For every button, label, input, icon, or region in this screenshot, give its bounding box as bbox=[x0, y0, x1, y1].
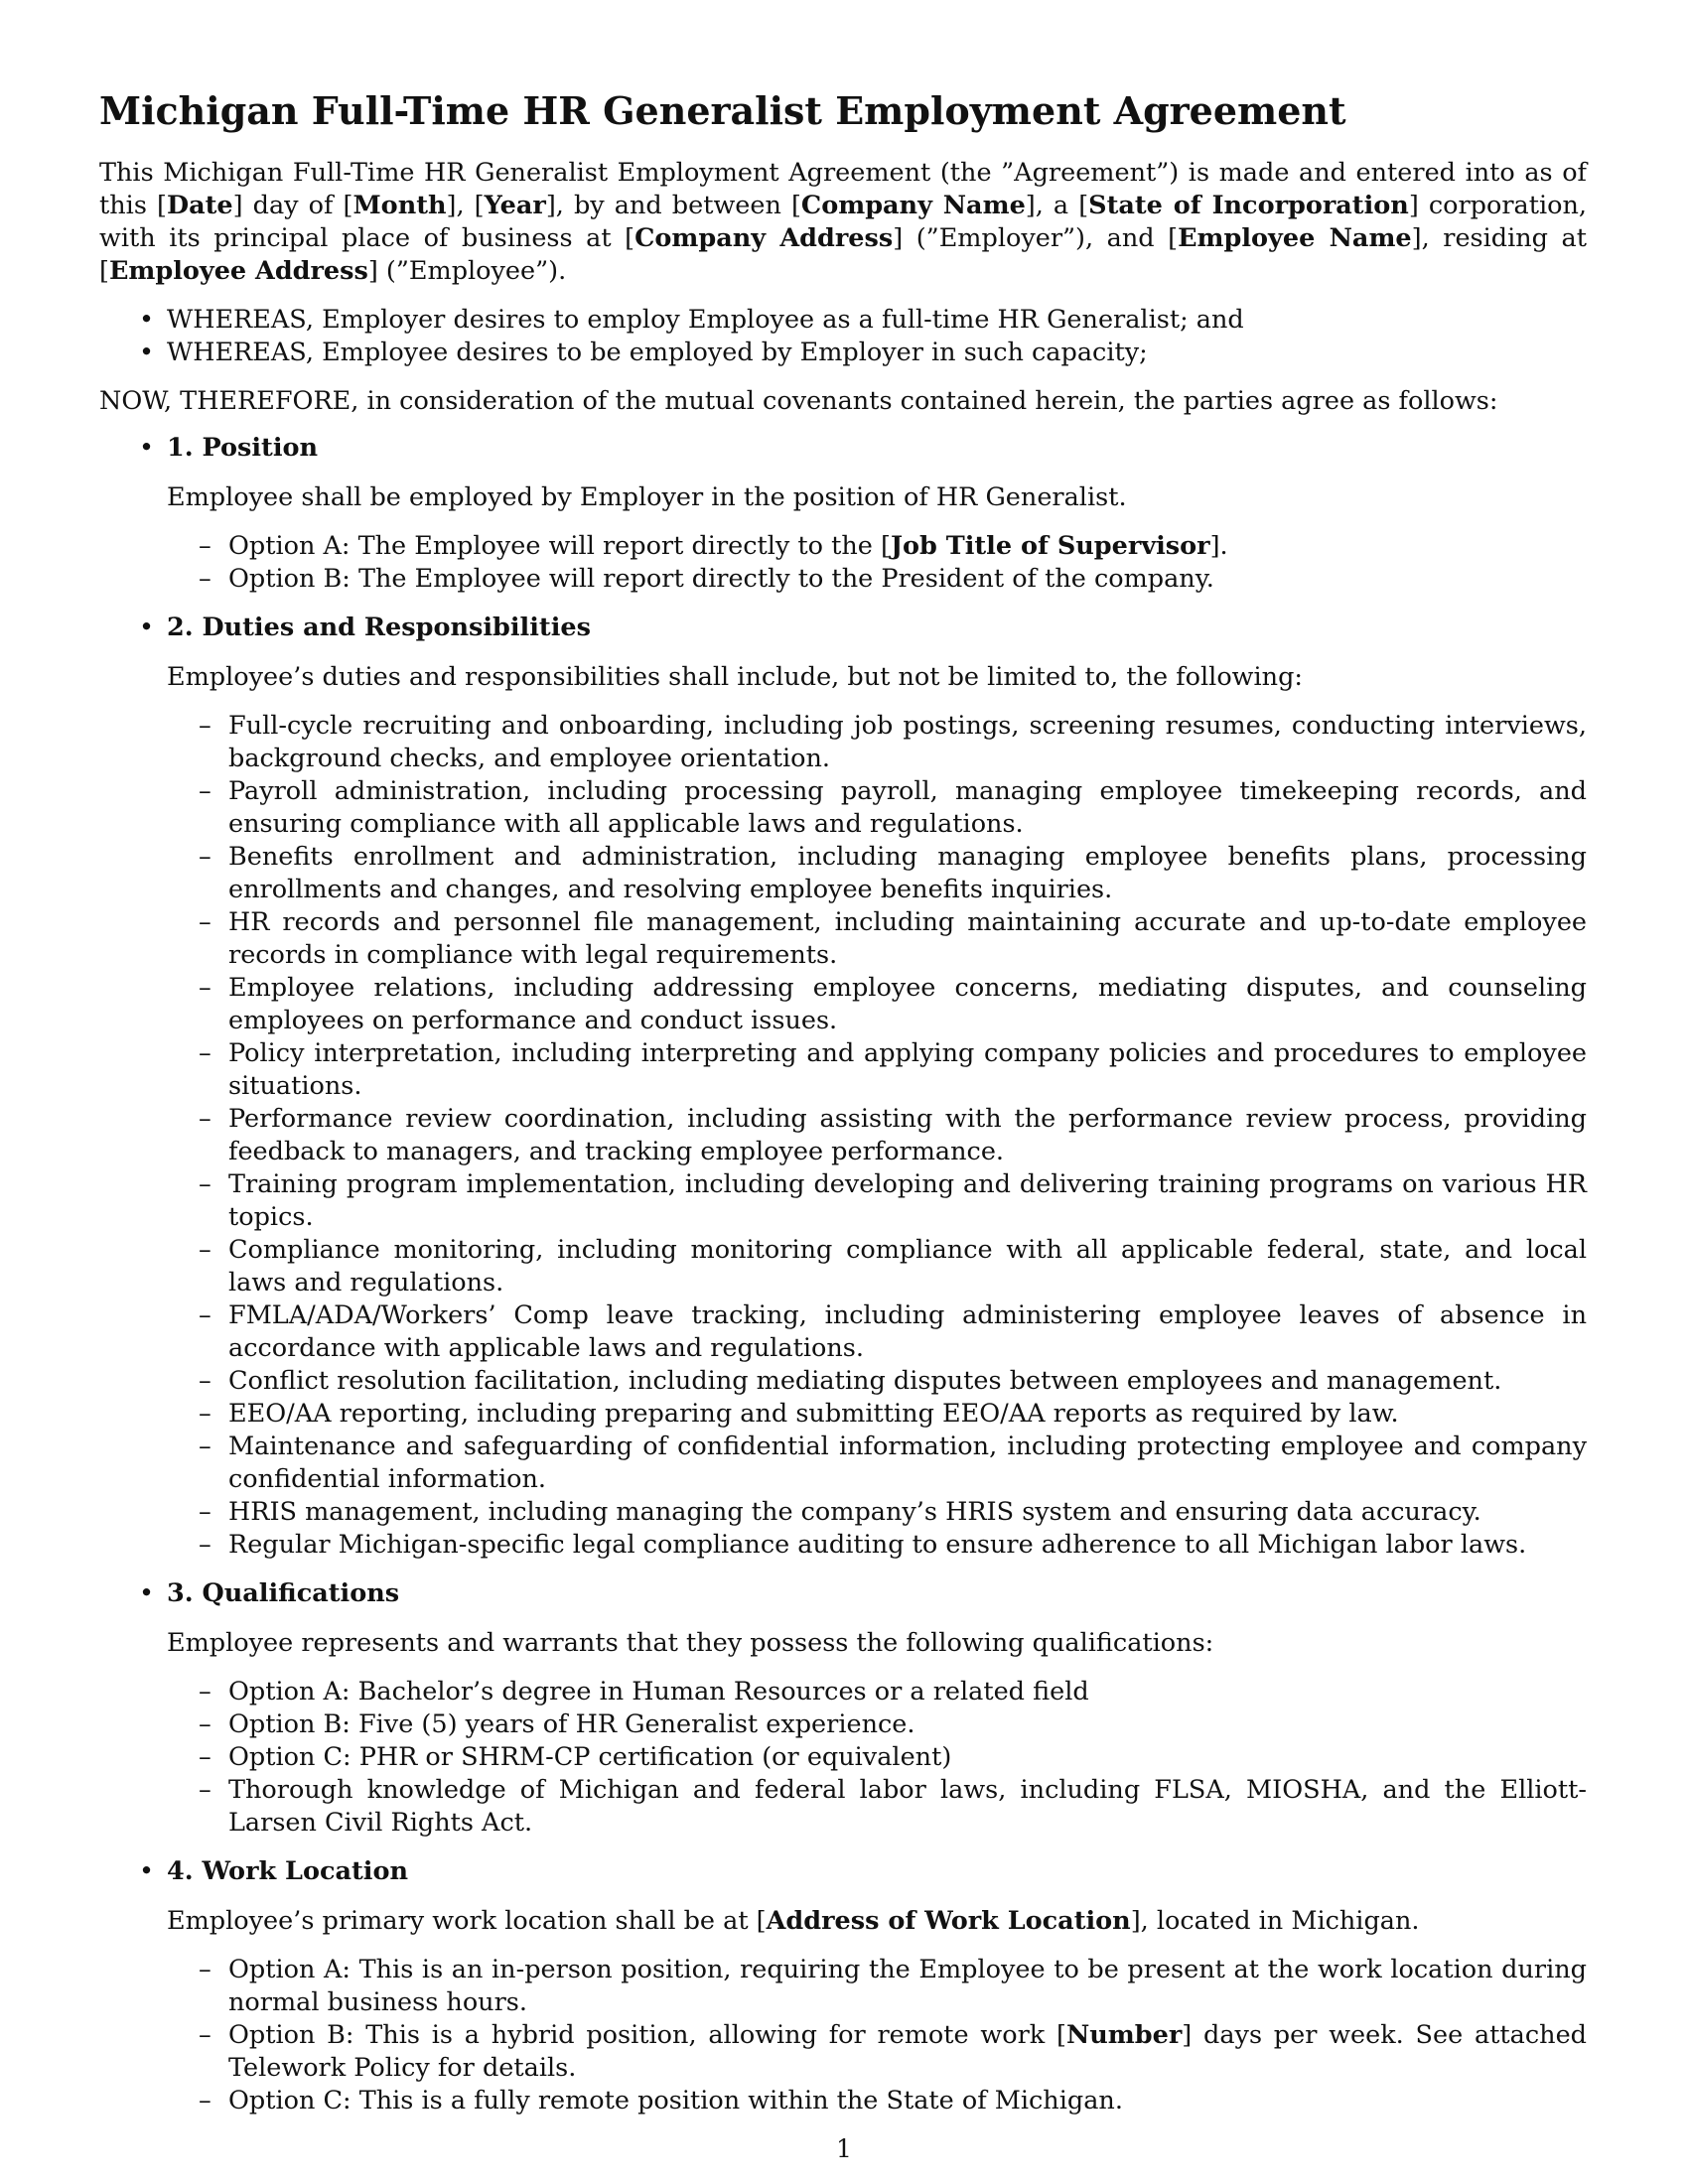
dash-icon: – bbox=[199, 1366, 211, 1396]
list-item: – Performance review coordination, including assisting with the performance review process, providing feedback to managers, and tracking employee performance. bbox=[199, 1104, 1587, 1166]
dash-icon: – bbox=[199, 1677, 211, 1706]
intro-text: ], [ bbox=[446, 191, 485, 220]
placeholder-month: Month bbox=[352, 191, 447, 220]
list-item: – Option C: PHR or SHRM-CP certification (or equivalent) bbox=[199, 1742, 952, 1772]
list-item: – FMLA/ADA/Workers’ Comp leave tracking, including administering employee leaves of absence in accordance with applicable laws and regulations. bbox=[199, 1300, 1587, 1363]
list-item: – Maintenance and safeguarding of confidential information, including protecting employee and company confidential information. bbox=[199, 1432, 1587, 1494]
intro-text: ] day of [ bbox=[232, 191, 353, 220]
dash-icon: – bbox=[199, 2086, 211, 2116]
whereas-item: • WHEREAS, Employer desires to employ Employee as a full-time HR Generalist; and bbox=[99, 304, 1587, 337]
placeholder-date: Date bbox=[166, 191, 233, 220]
list-item: – Full-cycle recruiting and onboarding, including job postings, screening resumes, conducting interviews, background checks, and employee orientation. bbox=[199, 711, 1587, 773]
list-item: – Employee relations, including addressing employee concerns, mediating disputes, and counseling employees on performance and conduct issues. bbox=[199, 973, 1587, 1035]
placeholder-company-name: Company Name bbox=[800, 191, 1026, 220]
dash-icon: – bbox=[199, 1038, 211, 1068]
list-item: – HR records and personnel file management, including maintaining accurate and up-to-date employee records in compliance with legal requirements. bbox=[199, 907, 1587, 970]
section-qualifications bbox=[99, 1577, 1587, 1840]
list-item: – Policy interpretation, including interpreting and applying company policies and procedures to employee situations. bbox=[199, 1038, 1587, 1101]
intro-text: ], by and between [ bbox=[545, 191, 801, 220]
intro-text: ] (”Employee”). bbox=[367, 256, 567, 286]
intro-text: ], residing at [ bbox=[99, 223, 1587, 286]
section-heading: 3. Qualifications bbox=[167, 1578, 400, 1608]
option-list bbox=[167, 1954, 1587, 2117]
dash-icon: – bbox=[199, 1432, 211, 1461]
list-item: – Thorough knowledge of Michigan and federal labor laws, including FLSA, MIOSHA, and the Elliott-Larsen Civil Rights Act. bbox=[199, 1775, 1587, 1838]
section-body: Employee’s duties and responsibilities shall include, but not be limited to, the following: bbox=[167, 662, 1303, 692]
page-number: 1 bbox=[836, 2134, 852, 2163]
dash-icon: – bbox=[199, 1742, 211, 1772]
list-item: – Compliance monitoring, including monitoring compliance with all applicable federal, state, and local laws and regulations. bbox=[199, 1235, 1587, 1297]
section-position bbox=[99, 432, 1587, 596]
list-item: – Option B: This is a hybrid position, allowing for remote work [Number] days per week. See attached Telework Policy for details. bbox=[199, 2020, 1587, 2083]
dash-icon: – bbox=[199, 711, 211, 741]
now-therefore-paragraph: NOW, THEREFORE, in consideration of the mutual covenants contained herein, the parties agree as follows: bbox=[99, 386, 1498, 416]
bullet-icon: • bbox=[139, 1578, 155, 1608]
dash-icon: – bbox=[199, 1300, 211, 1330]
bullet-icon: • bbox=[139, 613, 155, 642]
dash-icon: – bbox=[199, 564, 211, 594]
list-item: – Option B: Five (5) years of HR Generalist experience. bbox=[199, 1709, 915, 1739]
list-item: – Option A: The Employee will report directly to the [Job Title of Supervisor]. bbox=[199, 531, 1228, 561]
list-item: – Option A: This is an in-person position, requiring the Employee to be present at the work location during normal business hours. bbox=[199, 1955, 1587, 2017]
intro-text: This Michigan Full-Time HR Generalist Employment Agreement (the ”Agreement”) is made and entered into as of this [ bbox=[99, 158, 1587, 220]
placeholder-employee-name: Employee Name bbox=[1178, 223, 1412, 253]
dash-icon: – bbox=[199, 2020, 211, 2050]
dash-icon: – bbox=[199, 1530, 211, 1560]
placeholder-supervisor-title: Job Title of Supervisor bbox=[890, 531, 1210, 561]
section-duties bbox=[99, 612, 1587, 1562]
qualifications-list bbox=[167, 1676, 1587, 1840]
bullet-icon: • bbox=[139, 433, 155, 463]
section-work-location bbox=[99, 1855, 1587, 2117]
section-heading: 2. Duties and Responsibilities bbox=[167, 613, 591, 642]
list-item: – Option B: The Employee will report directly to the President of the company. bbox=[199, 564, 1214, 594]
list-item: – Option C: This is a fully remote position within the State of Michigan. bbox=[199, 2086, 1123, 2116]
whereas-item: • WHEREAS, Employee desires to be employed by Employer in such capacity; bbox=[99, 337, 1587, 369]
dash-icon: – bbox=[199, 1497, 211, 1527]
list-item: – Regular Michigan-specific legal compliance auditing to ensure adherence to all Michigan labor laws. bbox=[199, 1530, 1527, 1560]
dash-icon: – bbox=[199, 1169, 211, 1199]
intro-text: ], a [ bbox=[1025, 191, 1089, 220]
dash-icon: – bbox=[199, 973, 211, 1003]
whereas-list bbox=[99, 304, 1587, 369]
section-heading: 1. Position bbox=[167, 433, 319, 463]
list-item: – Conflict resolution facilitation, including mediating disputes between employees and management. bbox=[199, 1366, 1502, 1396]
section-heading: 4. Work Location bbox=[167, 1856, 409, 1886]
list-item: – Training program implementation, including developing and delivering training programs on various HR topics. bbox=[199, 1169, 1587, 1232]
dash-icon: – bbox=[199, 1955, 211, 1984]
document-title: Michigan Full-Time HR Generalist Employment Agreement bbox=[99, 88, 1346, 133]
placeholder-work-address: Address of Work Location bbox=[766, 1906, 1131, 1936]
duties-list bbox=[167, 710, 1587, 1562]
dash-icon: – bbox=[199, 1399, 211, 1429]
list-item: – Option A: Bachelor’s degree in Human Resources or a related field bbox=[199, 1677, 1089, 1706]
dash-icon: – bbox=[199, 1709, 211, 1739]
list-item: – HRIS management, including managing the company’s HRIS system and ensuring data accuracy. bbox=[199, 1497, 1481, 1527]
placeholder-number: Number bbox=[1065, 2020, 1183, 2050]
section-body: Employee represents and warrants that they possess the following qualifications: bbox=[167, 1628, 1214, 1658]
dash-icon: – bbox=[199, 842, 211, 872]
bullet-icon: • bbox=[139, 1856, 155, 1886]
dash-icon: – bbox=[199, 776, 211, 806]
list-item: – EEO/AA reporting, including preparing and submitting EEO/AA reports as required by law. bbox=[199, 1399, 1399, 1429]
placeholder-employee-address: Employee Address bbox=[108, 256, 368, 286]
intro-paragraph bbox=[99, 157, 1587, 288]
dash-icon: – bbox=[199, 1775, 211, 1805]
section-body: Employee shall be employed by Employer in the position of HR Generalist. bbox=[167, 482, 1127, 512]
intro-text: ] (”Employer”), and [ bbox=[893, 223, 1179, 253]
document-page bbox=[99, 87, 1587, 2133]
option-list bbox=[167, 530, 1587, 596]
dash-icon: – bbox=[199, 531, 211, 561]
list-item: – Benefits enrollment and administration, including managing employee benefits plans, processing enrollments and changes, and resolving employee benefits inquiries. bbox=[199, 842, 1587, 904]
dash-icon: – bbox=[199, 1104, 211, 1134]
list-item: – Payroll administration, including processing payroll, managing employee timekeeping records, and ensuring compliance with all applicable laws and regulations. bbox=[199, 776, 1587, 839]
intro-text: ] corporation, with its principal place of business at [ bbox=[99, 191, 1588, 253]
dash-icon: – bbox=[199, 907, 211, 937]
section-body: Employee’s primary work location shall be at [Address of Work Location], located in Michigan. bbox=[167, 1906, 1420, 1936]
placeholder-year: Year bbox=[484, 191, 546, 220]
placeholder-company-address: Company Address bbox=[634, 223, 894, 253]
placeholder-state: State of Incorporation bbox=[1088, 191, 1409, 220]
dash-icon: – bbox=[199, 1235, 211, 1265]
